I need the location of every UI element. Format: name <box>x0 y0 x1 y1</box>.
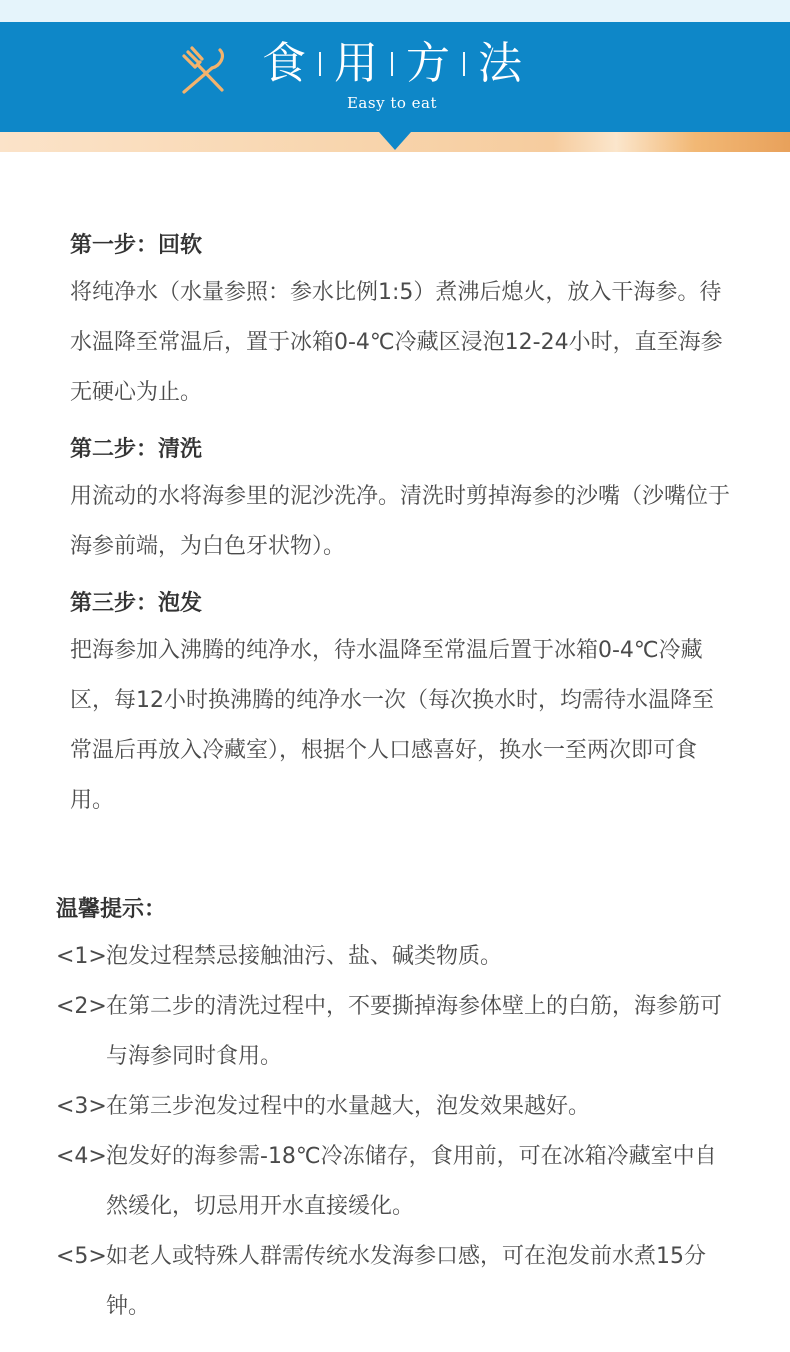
title-char: 法 <box>478 38 522 89</box>
top-strip <box>0 0 790 22</box>
tip-number: <4> <box>56 1144 107 1169</box>
steps-section <box>70 226 730 826</box>
step-2 <box>70 430 730 572</box>
step-1 <box>70 226 730 418</box>
tip-number: <5> <box>56 1244 107 1269</box>
step-title: 第一步：回软 <box>70 233 203 258</box>
tip-number: <2> <box>56 994 107 1019</box>
tips-title: 温馨提示： <box>56 897 167 922</box>
page-title <box>262 36 522 92</box>
step-title: 第三步：泡发 <box>70 591 203 616</box>
step-body: 将纯净水（水量参照：参水比例1:5）煮沸后熄火，放入干海参。待水温降至常温后，置于冰箱0-4℃冷藏区浸泡12-24小时，直至海参无硬心为止。 <box>70 280 723 405</box>
tip-text: 如老人或特殊人群需传统水发海参口感，可在泡发前水煮15分钟。 <box>106 1244 706 1319</box>
tips-section <box>56 888 736 1332</box>
tip-item <box>56 1132 736 1232</box>
tip-text: 在第三步泡发过程中的水量越大，泡发效果越好。 <box>106 1094 591 1119</box>
banner-pointer <box>379 132 411 150</box>
step-body: 用流动的水将海参里的泥沙洗净。清洗时剪掉海参的沙嘴（沙嘴位于海参前端，为白色牙状物）。 <box>70 484 731 559</box>
tip-text: 泡发好的海参需-18℃冷冻储存，食用前，可在冰箱冷藏室中自然缓化，切忌用开水直接缓化。 <box>106 1144 717 1219</box>
step-title: 第二步：清洗 <box>70 437 203 462</box>
tip-item <box>56 1232 736 1332</box>
page-subtitle: Easy to eat <box>346 94 437 112</box>
cutlery-icon <box>176 44 230 98</box>
tip-item <box>56 932 736 982</box>
tip-number: <3> <box>56 1094 107 1119</box>
step-body: 把海参加入沸腾的纯净水，待水温降至常温后置于冰箱0-4℃冷藏区，每12小时换沸腾的纯净水一次（每次换水时，均需待水温降至常温后再放入冷藏室），根据个人口感喜好，换水一至两次即可食用。 <box>70 638 714 813</box>
step-3 <box>70 584 730 826</box>
tip-text: 泡发过程禁忌接触油污、盐、碱类物质。 <box>106 944 503 969</box>
title-separator <box>319 52 321 76</box>
tip-item <box>56 982 736 1082</box>
title-char: 方 <box>406 38 450 89</box>
tip-number: <1> <box>56 944 107 969</box>
title-separator <box>391 52 393 76</box>
tip-text: 在第二步的清洗过程中，不要撕掉海参体壁上的白筋，海参筋可与海参同时食用。 <box>106 994 723 1069</box>
tip-item <box>56 1082 736 1132</box>
title-separator <box>463 52 465 76</box>
title-char: 用 <box>334 38 378 89</box>
title-char: 食 <box>262 38 306 89</box>
